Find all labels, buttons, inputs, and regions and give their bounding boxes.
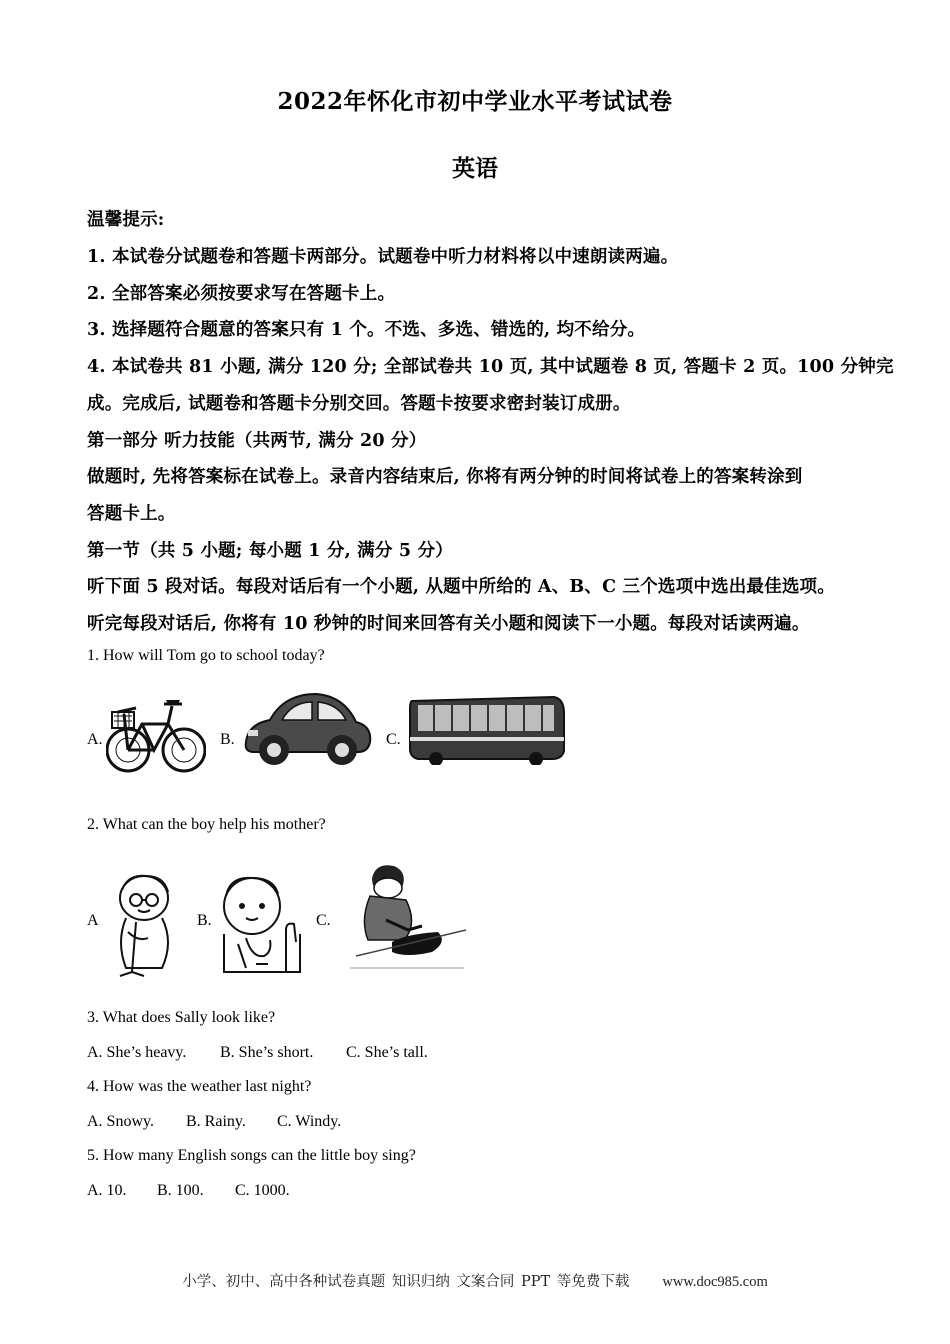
instruction-text: 答题卡上。 [87, 504, 176, 524]
footer-text: 小学、初中、高中各种试卷真题 知识归纳 文案合同 PPT 等免费下载 [182, 1274, 630, 1290]
option-c: C. 1000. [235, 1182, 290, 1199]
option-label: C. [316, 912, 331, 929]
tip-item: 2. 全部答案必须按要求写在答题卡上。 [87, 284, 396, 304]
instruction-text: 听下面 5 段对话。每段对话后有一个小题, 从题中所给的 A、B、C 三个选项中选出最佳选项。 [87, 577, 835, 597]
tip-item: 4. 本试卷共 81 小题, 满分 120 分; 全部试卷共 10 页, 其中试题卷 8 页, 答题卡 2 页。100 分钟完 [87, 357, 894, 377]
page-footer [0, 1270, 950, 1291]
footer-link[interactable]: www.doc985.com [662, 1274, 768, 1290]
tips-heading: 温馨提示: [87, 210, 165, 230]
tip-item: 成。完成后, 试题卷和答题卡分别交回。答题卡按要求密封装订成册。 [87, 394, 631, 414]
part-heading: 第一部分 听力技能（共两节, 满分 20 分） [87, 431, 427, 451]
tip-item: 1. 本试卷分试题卷和答题卡两部分。试题卷中听力材料将以中速朗读两遍。 [87, 247, 679, 267]
option-b: B. Rainy. [186, 1113, 246, 1130]
option-a: A. She’s heavy. [87, 1044, 187, 1061]
option-label: B. [197, 912, 212, 929]
subject-title: 英语 [452, 155, 498, 182]
option-label: A [87, 912, 99, 929]
bus-icon [406, 693, 566, 765]
option-a: A. Snowy. [87, 1113, 154, 1130]
question-3: 3. What does Sally look like? [87, 1009, 276, 1026]
boy-washing-dishes-icon [216, 872, 306, 978]
exam-title: 2022年怀化市初中学业水平考试试卷 [277, 88, 673, 115]
boy-sweeping-icon [106, 872, 182, 978]
question-1: 1. How will Tom go to school today? [87, 647, 325, 664]
option-label: B. [220, 731, 235, 748]
instruction-text: 做题时, 先将答案标在试卷上。录音内容结束后, 你将有两分钟的时间将试卷上的答案转涂到 [87, 467, 803, 487]
option-label: A. [87, 731, 103, 748]
instruction-text: 听完每段对话后, 你将有 10 秒钟的时间来回答有关小题和阅读下一小题。每段对话读两遍。 [87, 614, 810, 634]
option-a: A. 10. [87, 1182, 127, 1199]
option-c: C. She’s tall. [346, 1044, 428, 1061]
section-heading: 第一节（共 5 小题; 每小题 1 分, 满分 5 分） [87, 541, 453, 561]
option-b: B. 100. [157, 1182, 204, 1199]
question-4: 4. How was the weather last night? [87, 1078, 312, 1095]
boy-cleaning-floor-icon [346, 860, 468, 976]
option-c: C. Windy. [277, 1113, 342, 1130]
question-2: 2. What can the boy help his mother? [87, 816, 326, 833]
question-5: 5. How many English songs can the little boy sing? [87, 1147, 416, 1164]
option-b: B. She’s short. [220, 1044, 314, 1061]
tip-item: 3. 选择题符合题意的答案只有 1 个。不选、多选、错选的, 均不给分。 [87, 320, 646, 340]
option-label: C. [386, 731, 401, 748]
bicycle-icon [106, 688, 206, 776]
car-icon [240, 690, 374, 768]
